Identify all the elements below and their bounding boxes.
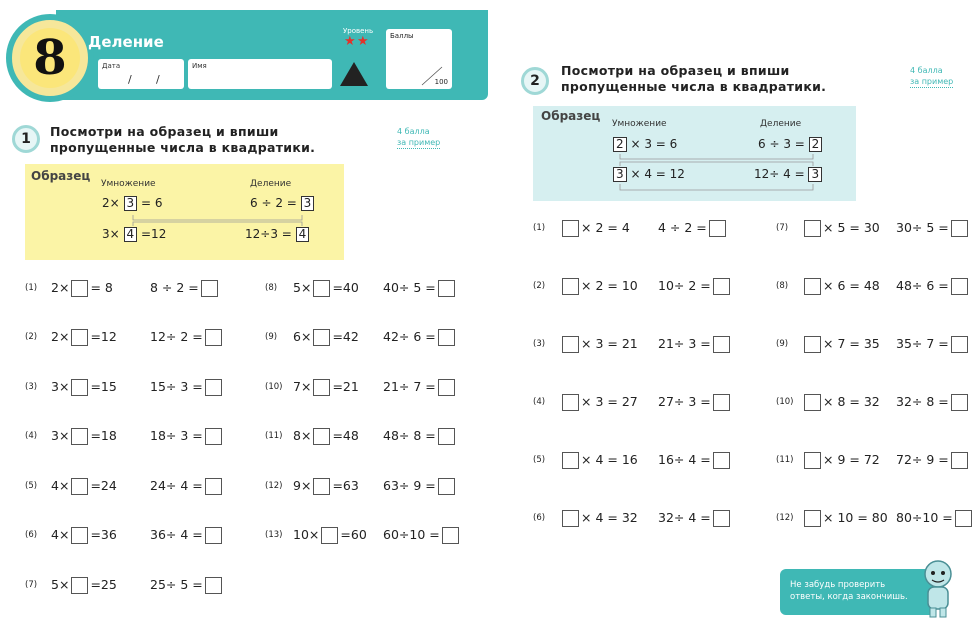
division-equation: [383, 329, 455, 346]
eq-answer-box: 2: [809, 137, 823, 152]
eq-part: 60÷10 =: [383, 527, 440, 542]
sample-div-equation: [754, 167, 822, 182]
eq-part: × 4 = 32: [581, 510, 638, 525]
multiplication-equation: [293, 280, 359, 297]
division-equation: [150, 478, 222, 495]
eq-part: 2×: [51, 329, 70, 344]
eq-part: 21÷ 7 =: [383, 379, 436, 394]
answer-box[interactable]: [313, 428, 330, 445]
answer-box[interactable]: [313, 329, 330, 346]
eq-answer-box: 3: [301, 196, 315, 211]
eq-part: 3×: [51, 428, 70, 443]
answer-box[interactable]: [951, 278, 968, 295]
answer-box[interactable]: [71, 379, 88, 396]
eq-answer-box: 3: [808, 167, 822, 182]
multiplication-equation: [560, 336, 638, 353]
eq-part: =25: [90, 577, 117, 592]
answer-box[interactable]: [313, 478, 330, 495]
points-line: 4 балла: [910, 66, 943, 75]
division-equation: [658, 220, 726, 237]
answer-box[interactable]: [205, 478, 222, 495]
division-equation: [150, 280, 218, 297]
eq-part: =40: [332, 280, 359, 295]
eq-part: 5×: [51, 577, 70, 592]
division-equation: [658, 394, 730, 411]
multiplication-equation: [802, 278, 880, 295]
multiplication-equation: [51, 329, 117, 346]
date-slash-1: /: [128, 73, 132, 86]
division-equation: [896, 452, 968, 469]
division-equation: [658, 452, 730, 469]
eq-part: 16÷ 4 =: [658, 452, 711, 467]
sample-title: Образец: [541, 109, 601, 123]
difficulty-mascot-icon: [340, 62, 368, 86]
division-equation: [896, 510, 972, 527]
answer-box[interactable]: [804, 452, 821, 469]
eq-part: × 4 = 16: [581, 452, 638, 467]
answer-box[interactable]: [438, 428, 455, 445]
eq-part: 30÷ 5 =: [896, 220, 949, 235]
name-label: Имя: [192, 62, 207, 70]
answer-box[interactable]: [804, 220, 821, 237]
answer-box[interactable]: [562, 220, 579, 237]
exercise-number: (1): [533, 223, 546, 233]
score-max: 100: [434, 78, 448, 86]
eq-part: 21÷ 3 =: [658, 336, 711, 351]
eq-part: × 5 = 30: [823, 220, 880, 235]
level-label: Уровень: [343, 27, 374, 35]
eq-part: 12÷ 2 =: [150, 329, 203, 344]
section-1-instruction: [50, 124, 315, 156]
reminder-text: [790, 579, 908, 603]
division-equation: [383, 379, 455, 396]
answer-box[interactable]: [562, 336, 579, 353]
answer-box[interactable]: [321, 527, 338, 544]
eq-part: × 9 = 72: [823, 452, 880, 467]
exercise-number: (7): [25, 580, 38, 590]
eq-part: × 3 = 21: [581, 336, 638, 351]
eq-part: 63÷ 9 =: [383, 478, 436, 493]
answer-box[interactable]: [713, 394, 730, 411]
eq-part: × 6 = 48: [823, 278, 880, 293]
eq-part: 6 ÷ 3 =: [758, 137, 805, 151]
eq-answer-box: 4: [296, 227, 310, 242]
exercise-number: (12): [265, 481, 283, 491]
answer-box[interactable]: [562, 394, 579, 411]
multiplication-equation: [293, 478, 359, 495]
answer-box[interactable]: [951, 336, 968, 353]
sample-connector-lines: [25, 164, 344, 260]
exercise-number: (2): [25, 332, 38, 342]
eq-part: 25÷ 5 =: [150, 577, 203, 592]
sample-div-label: Деление: [760, 119, 802, 129]
answer-box[interactable]: [438, 280, 455, 297]
division-equation: [896, 278, 968, 295]
multiplication-equation: [560, 278, 638, 295]
eq-part: × 10 = 80: [823, 510, 888, 525]
score-label: Баллы: [390, 32, 414, 40]
answer-box[interactable]: [205, 428, 222, 445]
answer-box[interactable]: [804, 510, 821, 527]
answer-box[interactable]: [71, 280, 88, 297]
multiplication-equation: [802, 510, 888, 527]
eq-part: × 2 = 4: [581, 220, 630, 235]
answer-box[interactable]: [205, 329, 222, 346]
eq-part: × 7 = 35: [823, 336, 880, 351]
division-equation: [658, 278, 730, 295]
multiplication-equation: [802, 394, 880, 411]
eq-part: × 8 = 32: [823, 394, 880, 409]
answer-box[interactable]: [442, 527, 459, 544]
answer-box[interactable]: [562, 510, 579, 527]
exercise-number: (12): [776, 513, 794, 523]
answer-box[interactable]: [804, 278, 821, 295]
eq-part: × 3 = 6: [630, 137, 678, 151]
exercise-number: (13): [265, 530, 283, 540]
level-star-icon: ★: [344, 34, 356, 49]
eq-answer-box: 2: [613, 137, 627, 152]
sample-connector-lines: [533, 106, 856, 201]
eq-part: 72÷ 9 =: [896, 452, 949, 467]
eq-part: 32÷ 4 =: [658, 510, 711, 525]
eq-part: 10÷ 2 =: [658, 278, 711, 293]
date-slash-2: /: [156, 73, 160, 86]
division-equation: [383, 428, 455, 445]
sample-mult-label: Умножение: [101, 179, 156, 189]
exercise-number: (8): [265, 283, 278, 293]
eq-part: =15: [90, 379, 117, 394]
section-1-number: 1: [12, 125, 40, 153]
answer-box[interactable]: [713, 278, 730, 295]
instruction-line: пропущенные числа в квадратики.: [561, 79, 827, 94]
eq-part: 40÷ 5 =: [383, 280, 436, 295]
section-2-points: [910, 65, 953, 88]
sample-div-label: Деление: [250, 179, 292, 189]
eq-part: =36: [90, 527, 117, 542]
answer-box[interactable]: [205, 527, 222, 544]
division-equation: [896, 220, 968, 237]
multiplication-equation: [293, 428, 359, 445]
eq-part: 4×: [51, 527, 70, 542]
eq-part: 3×: [51, 379, 70, 394]
exercise-number: (5): [25, 481, 38, 491]
multiplication-equation: [802, 336, 880, 353]
reminder-line: Не забудь проверить: [790, 580, 886, 590]
eq-part: =42: [332, 329, 359, 344]
division-equation: [658, 510, 730, 527]
answer-box[interactable]: [438, 379, 455, 396]
answer-box[interactable]: [804, 336, 821, 353]
division-equation: [383, 478, 455, 495]
division-equation: [150, 428, 222, 445]
exercise-number: (3): [25, 382, 38, 392]
reminder-line: ответы, когда закончишь.: [790, 592, 908, 602]
eq-part: 18÷ 3 =: [150, 428, 203, 443]
exercise-number: (9): [265, 332, 278, 342]
answer-box[interactable]: [709, 220, 726, 237]
eq-part: 32÷ 8 =: [896, 394, 949, 409]
eq-part: 2×: [51, 280, 70, 295]
eq-part: =24: [90, 478, 117, 493]
eq-part: =18: [90, 428, 117, 443]
sample-div-equation: [245, 227, 309, 242]
eq-part: 8 ÷ 2 =: [150, 280, 199, 295]
exercise-number: (9): [776, 339, 789, 349]
eq-part: × 4 = 12: [630, 167, 685, 181]
answer-box[interactable]: [71, 478, 88, 495]
eq-part: = 6: [141, 196, 163, 210]
eq-part: =48: [332, 428, 359, 443]
exercise-number: (11): [265, 431, 283, 441]
exercise-number: (7): [776, 223, 789, 233]
exercise-number: (4): [533, 397, 546, 407]
answer-box[interactable]: [713, 336, 730, 353]
exercise-number: (6): [533, 513, 546, 523]
eq-part: 15÷ 3 =: [150, 379, 203, 394]
eq-part: =60: [340, 527, 367, 542]
division-equation: [150, 329, 222, 346]
eq-part: 24÷ 4 =: [150, 478, 203, 493]
exercise-number: (8): [776, 281, 789, 291]
answer-box[interactable]: [71, 577, 88, 594]
eq-answer-box: 3: [613, 167, 627, 182]
answer-box[interactable]: [201, 280, 218, 297]
answer-box[interactable]: [313, 379, 330, 396]
section-1-sample-box: [25, 164, 344, 260]
date-field[interactable]: [98, 59, 184, 89]
exercise-number: (11): [776, 455, 794, 465]
exercise-number: (1): [25, 283, 38, 293]
date-label: Дата: [102, 62, 121, 70]
multiplication-equation: [293, 379, 359, 396]
eq-answer-box: 3: [124, 196, 138, 211]
sample-div-equation: [250, 196, 314, 211]
eq-part: =63: [332, 478, 359, 493]
multiplication-equation: [51, 577, 117, 594]
exercise-number: (4): [25, 431, 38, 441]
sample-div-equation: [758, 137, 822, 152]
eq-part: × 2 = 10: [581, 278, 638, 293]
eq-part: 6×: [293, 329, 312, 344]
eq-part: =12: [90, 329, 117, 344]
eq-part: =12: [141, 227, 167, 241]
division-equation: [383, 280, 455, 297]
exercise-number: (6): [25, 530, 38, 540]
division-equation: [383, 527, 459, 544]
answer-box[interactable]: [713, 452, 730, 469]
section-2-sample-box: [533, 106, 856, 201]
eq-part: 12÷3 =: [245, 227, 292, 241]
eq-part: 5×: [293, 280, 312, 295]
section-2-number: 2: [521, 67, 549, 95]
answer-box[interactable]: [438, 329, 455, 346]
multiplication-equation: [560, 452, 638, 469]
multiplication-equation: [51, 527, 117, 544]
eq-part: 42÷ 6 =: [383, 329, 436, 344]
multiplication-equation: [293, 329, 359, 346]
eq-part: 6 ÷ 2 =: [250, 196, 297, 210]
multiplication-equation: [560, 394, 638, 411]
instruction-line: пропущенные числа в квадратики.: [50, 140, 316, 155]
eq-part: 12÷ 4 =: [754, 167, 805, 181]
lesson-title: Деление: [88, 33, 164, 51]
answer-box[interactable]: [71, 527, 88, 544]
instruction-line: Посмотри на образец и впиши: [50, 124, 279, 139]
answer-box[interactable]: [804, 394, 821, 411]
section-2-instruction: [561, 63, 826, 95]
eq-part: 4×: [51, 478, 70, 493]
multiplication-equation: [51, 280, 113, 297]
answer-box[interactable]: [205, 577, 222, 594]
eq-part: 9×: [293, 478, 312, 493]
sample-title: Образец: [31, 169, 91, 183]
exercise-number: (3): [533, 339, 546, 349]
answer-box[interactable]: [71, 329, 88, 346]
eq-part: 2×: [102, 196, 120, 210]
answer-box[interactable]: [955, 510, 972, 527]
exercise-number: (10): [265, 382, 283, 392]
multiplication-equation: [293, 527, 367, 544]
lesson-number-badge: [6, 14, 94, 102]
multiplication-equation: [802, 220, 880, 237]
answer-box[interactable]: [438, 478, 455, 495]
eq-part: = 8: [90, 280, 113, 295]
multiplication-equation: [802, 452, 880, 469]
answer-box[interactable]: [205, 379, 222, 396]
exercise-number: (10): [776, 397, 794, 407]
answer-box[interactable]: [562, 278, 579, 295]
sample-mult-equation: [102, 227, 166, 242]
division-equation: [150, 527, 222, 544]
division-equation: [150, 379, 222, 396]
eq-part: 35÷ 7 =: [896, 336, 949, 351]
sample-mult-label: Умножение: [612, 119, 667, 129]
reminder-box: [780, 569, 935, 615]
eq-part: × 3 = 27: [581, 394, 638, 409]
division-equation: [150, 577, 222, 594]
sample-mult-equation: [102, 196, 163, 211]
instruction-line: Посмотри на образец и впиши: [561, 63, 790, 78]
answer-box[interactable]: [951, 220, 968, 237]
points-line: за пример: [910, 77, 954, 86]
answer-box[interactable]: [313, 280, 330, 297]
name-field[interactable]: [188, 59, 332, 89]
multiplication-equation: [51, 478, 117, 495]
mascot-icon: [918, 558, 958, 618]
points-line: за пример: [397, 138, 441, 147]
division-equation: [896, 336, 968, 353]
exercise-number: (5): [533, 455, 546, 465]
level-star-icon: ★: [357, 34, 369, 49]
eq-part: 4 ÷ 2 =: [658, 220, 707, 235]
eq-part: 48÷ 8 =: [383, 428, 436, 443]
eq-part: 80÷10 =: [896, 510, 953, 525]
division-equation: [896, 394, 968, 411]
eq-part: 3×: [102, 227, 120, 241]
eq-part: =21: [332, 379, 359, 394]
eq-part: 10×: [293, 527, 320, 542]
points-line: 4 балла: [397, 127, 430, 136]
answer-box[interactable]: [713, 510, 730, 527]
answer-box[interactable]: [951, 394, 968, 411]
eq-part: 27÷ 3 =: [658, 394, 711, 409]
answer-box[interactable]: [951, 452, 968, 469]
answer-box[interactable]: [562, 452, 579, 469]
section-1-points: [397, 126, 440, 149]
multiplication-equation: [560, 220, 630, 237]
multiplication-equation: [51, 379, 117, 396]
multiplication-equation: [51, 428, 117, 445]
sample-mult-equation: [613, 137, 677, 152]
eq-part: 36÷ 4 =: [150, 527, 203, 542]
eq-part: 8×: [293, 428, 312, 443]
eq-answer-box: 4: [124, 227, 138, 242]
score-box[interactable]: [386, 29, 452, 89]
eq-part: 7×: [293, 379, 312, 394]
answer-box[interactable]: [71, 428, 88, 445]
eq-part: 48÷ 6 =: [896, 278, 949, 293]
exercise-number: (2): [533, 281, 546, 291]
lesson-number: 8: [20, 28, 80, 88]
division-equation: [658, 336, 730, 353]
sample-mult-equation: [613, 167, 685, 182]
multiplication-equation: [560, 510, 638, 527]
